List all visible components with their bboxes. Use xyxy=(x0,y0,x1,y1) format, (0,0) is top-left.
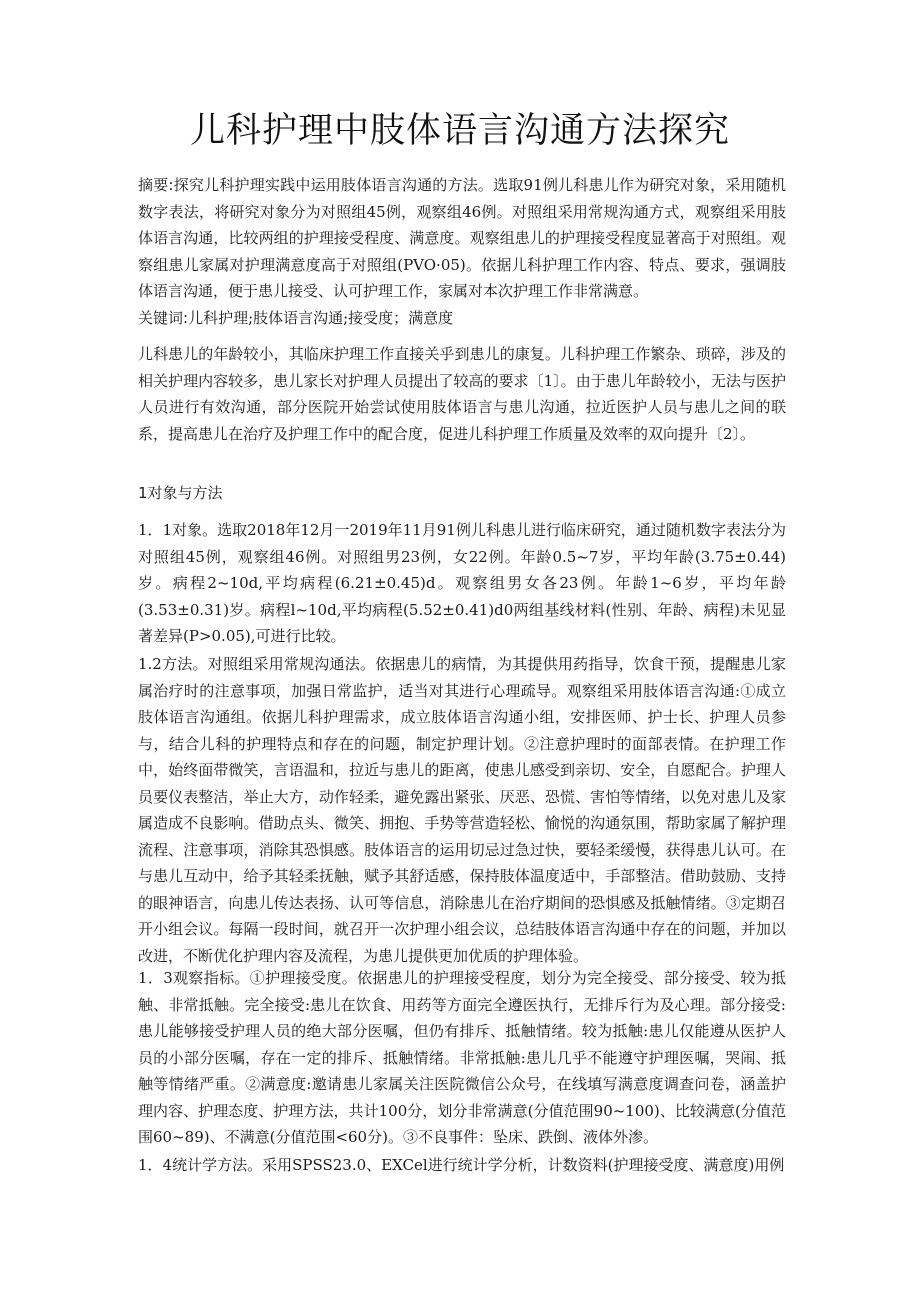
subsection-1-4-text: 1．4统计学方法。采用SPSS23.0、EXCel进行统计学分析，计数资料(护理接受度、满意度)用例 xyxy=(138,1156,785,1174)
abstract-label: 摘要: xyxy=(138,176,174,194)
intro-paragraph xyxy=(138,341,786,447)
subsection-1-3-paragraph xyxy=(138,965,786,1151)
abstract-text: 探究儿科护理实践中运用肢体语言沟通的方法。选取91例儿科患儿作为研究对象，采用随机数字表法，将研究对象分为对照组45例，观察组46例。对照组采用常规沟通方式，观察组采用肢体语言沟通，比较两组的护理接受程度、满意度。观察组患儿的护理接受程度显著高于对照组。观察组患儿家属对护理满意度高于对照组(PVO·05)。依据儿科护理工作内容、特点、要求，强调肢体语言沟通，便于患儿接受、认可护理工作，家属对本次护理工作非常满意。 xyxy=(138,176,786,300)
keywords-label: 关键词: xyxy=(138,309,189,327)
intro-text: 儿科患儿的年龄较小，其临床护理工作直接关乎到患儿的康复。儿科护理工作繁杂、琐碎，涉及的相关护理内容较多，患儿家长对护理人员提出了较高的要求〔1〕。由于患儿年龄较小，无法与医护人员进行有效沟通，部分医院开始尝试使用肢体语言与患儿沟通，拉近医护人员与患儿之间的联系，提高患儿在治疗及护理工作中的配合度，促进儿科护理工作质量及效率的双向提升〔2〕。 xyxy=(138,345,786,443)
subsection-1-1-text: 1．1对象。选取2018年12月一2019年11月91例儿科患儿进行临床研究，通过随机数字表法分为对照组45例，观察组46例。对照组男23例，女22例。年龄0.5~7岁，平均年龄(3.75±0.44)岁。病程2~10d,平均病程(6.21±0.45)d。观察组男女各23例。年龄1~6岁，平均年龄(3.53±0.31)岁。病程l~10d,平均病程(5.52±0.41)d0两组基线材料(性别、年龄、病程)未见显著差异(P>0.05),可进行比较。 xyxy=(138,521,786,645)
keywords-paragraph xyxy=(138,305,786,332)
keywords-text: 儿科护理;肢体语言沟通;接受度；满意度 xyxy=(188,309,454,327)
subsection-1-2-paragraph xyxy=(138,651,786,969)
section-heading-1: 1对象与方法 xyxy=(138,484,223,502)
subsection-1-3-text: 1．3观察指标。①护理接受度。依据患儿的护理接受程度，划分为完全接受、部分接受、较为抵触、非常抵触。完全接受:患儿在饮食、用药等方面完全遵医执行，无排斥行为及心理。部分接受:患儿能够接受护理人员的绝大部分医嘱，但仍有排斥、抵触情绪。较为抵触:患儿仅能遵从医护人员的小部分医嘱，存在一定的排斥、抵触情绪。非常抵触:患儿几乎不能遵守护理医嘱，哭闹、抵触等情绪严重。②满意度:邀请患儿家属关注医院微信公众号，在线填写满意度调查问卷，涵盖护理内容、护理态度、护理方法，共计100分，划分非常满意(分值范围90~100)、比较满意(分值范围60~89)、不满意(分值范围<60分)。③不良事件：坠床、跌倒、液体外渗。 xyxy=(138,969,786,1146)
subsection-1-4-paragraph xyxy=(138,1152,786,1179)
abstract-paragraph xyxy=(138,172,786,305)
subsection-1-2-text: 1.2方法。对照组采用常规沟通法。依据患儿的病情，为其提供用药指导，饮食干预，提醒患儿家属治疗时的注意事项，加强日常监护，适当对其进行心理疏导。观察组采用肢体语言沟通:①成立肢体语言沟通组。依据儿科护理需求，成立肢体语言沟通小组，安排医师、护士长、护理人员参与，结合儿科的护理特点和存在的问题，制定护理计划。②注意护理时的面部表情。在护理工作中，始终面带微笑，言语温和，拉近与患儿的距离，使患儿感受到亲切、安全，自愿配合。护理人员要仪表整洁，举止大方，动作轻柔，避免露出紧张、厌恶、恐慌、害怕等情绪，以免对患儿及家属造成不良影响。借助点头、微笑、拥抱、手势等营造轻松、愉悦的沟通氛围，帮助家属了解护理流程、注意事项，消除其恐惧感。肢体语言的运用切忌过急过快，要轻柔缓慢，获得患儿认可。在与患儿互动中，给予其轻柔抚触，赋予其舒适感，保持肢体温度适中，手部整洁。借助鼓励、支持的眼神语言，向患儿传达表扬、认可等信息，消除患儿在治疗期间的恐惧感及抵触情绪。③定期召开小组会议。每隔一段时间，就召开一次护理小组会议，总结肢体语言沟通中存在的问题，并加以改进，不断优化护理内容及流程，为患儿提供更加优质的护理体验。 xyxy=(138,655,786,965)
subsection-1-1-paragraph xyxy=(138,517,786,650)
paper-title: 儿科护理中肢体语言沟通方法探究 xyxy=(189,111,730,151)
